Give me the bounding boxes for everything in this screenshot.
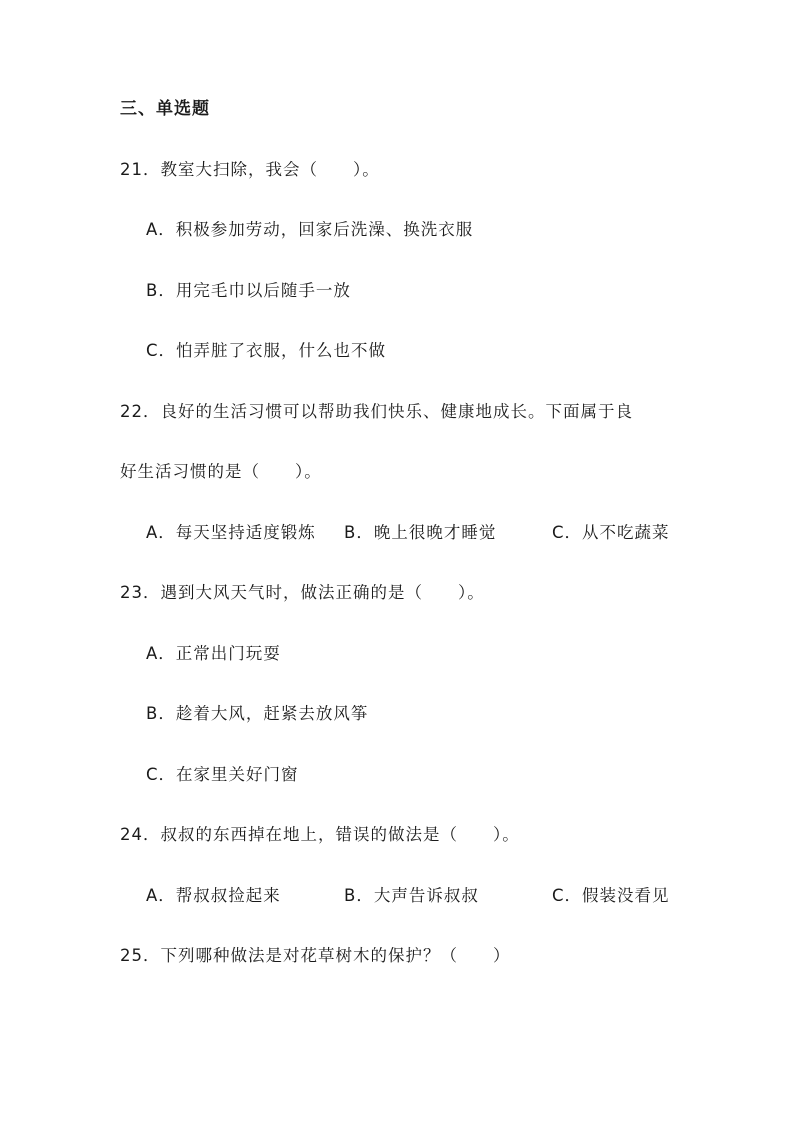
question-22-options-row [146, 521, 686, 545]
question-21-option-a: A．积极参加劳动，回家后洗澡、换洗衣服 [146, 220, 474, 239]
question-24-option-c: C．假装没看见 [552, 886, 670, 905]
question-22-option-b: B．晚上很晚才睡觉 [344, 523, 497, 542]
question-23-option-b: B．趁着大风，赶紧去放风筝 [146, 704, 369, 723]
question-24-options-row [146, 884, 686, 908]
question-24-stem: 24．叔叔的东西掉在地上，错误的做法是（ ）。 [120, 825, 520, 844]
question-24-option-a: A．帮叔叔捡起来 [146, 886, 281, 905]
question-24-option-b: B．大声告诉叔叔 [344, 886, 479, 905]
question-23-option-a: A．正常出门玩耍 [146, 644, 281, 663]
question-21-option-b: B．用完毛巾以后随手一放 [146, 281, 351, 300]
question-22-stem-line1: 22．良好的生活习惯可以帮助我们快乐、健康地成长。下面属于良 [120, 402, 633, 421]
question-21-option-c: C．怕弄脏了衣服，什么也不做 [146, 341, 387, 360]
question-22-option-c: C．从不吃蔬菜 [552, 523, 670, 542]
question-22-option-a: A．每天坚持适度锻炼 [146, 523, 316, 542]
question-25-stem: 25．下列哪种做法是对花草树木的保护？（ ） [120, 946, 511, 965]
section-title: 三、单选题 [120, 99, 210, 119]
question-23-option-c: C．在家里关好门窗 [146, 765, 299, 784]
question-22-stem-line2: 好生活习惯的是（ ）。 [120, 462, 322, 481]
question-23-stem: 23．遇到大风天气时，做法正确的是（ ）。 [120, 583, 485, 602]
question-21-stem: 21．教室大扫除，我会（ ）。 [120, 160, 380, 179]
